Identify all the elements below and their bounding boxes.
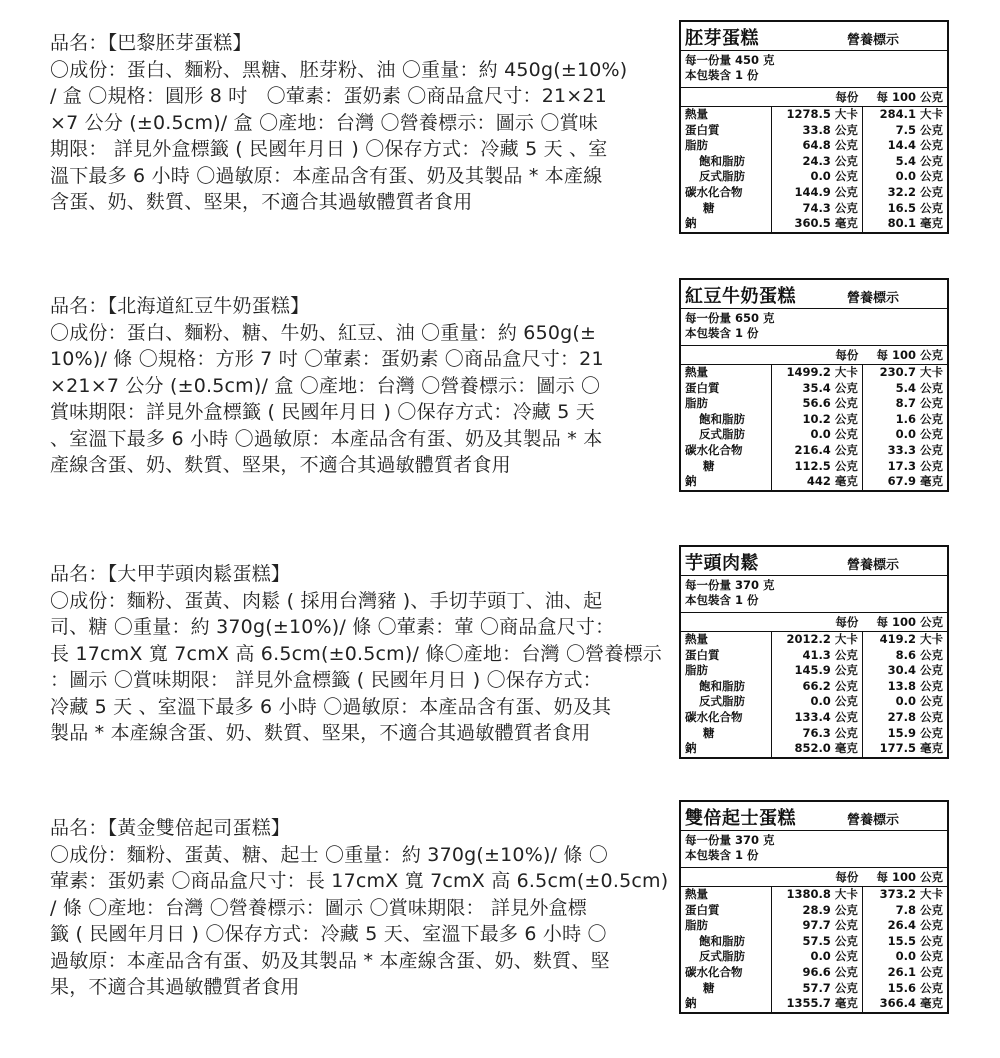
description-line: 產線含蛋、奶、麩質、堅果，不適合其過敏體質者食用 xyxy=(50,454,511,476)
nutrition-row xyxy=(681,965,947,981)
per-100g-col-header: 每 100 公克 xyxy=(862,613,947,632)
per-serving-value: 35.4 公克 xyxy=(771,381,862,397)
per-100g-value: 0.0 公克 xyxy=(862,427,947,443)
serving-size: 每一份量 450 克 xyxy=(685,53,775,67)
nutrition-header xyxy=(681,22,947,51)
nutrition-row xyxy=(681,679,947,695)
per-serving-value: 0.0 公克 xyxy=(771,949,862,965)
nutrient-name: 碳水化合物 xyxy=(685,964,743,979)
nutrition-row xyxy=(681,903,947,919)
nutrition-table xyxy=(681,868,947,1012)
servings-per-pack: 本包裝含 1 份 xyxy=(685,848,759,862)
per-serving-value: 28.9 公克 xyxy=(771,903,862,919)
nutrition-label: 營養標示 xyxy=(846,33,899,48)
nutrition-row xyxy=(681,427,947,443)
nutrition-row xyxy=(681,632,947,648)
nutrition-row xyxy=(681,694,947,710)
per-serving-value: 145.9 公克 xyxy=(771,663,862,679)
description-line: 果，不適合其過敏體質者食用 xyxy=(50,976,300,998)
per-100g-value: 5.4 公克 xyxy=(862,154,947,170)
per-100g-value: 13.8 公克 xyxy=(862,679,947,695)
per-100g-value: 366.4 毫克 xyxy=(862,996,947,1012)
nutrient-name: 飽和脂肪 xyxy=(699,678,745,693)
per-100g-value: 284.1 大卡 xyxy=(862,107,947,123)
per-serving-value: 112.5 公克 xyxy=(771,459,862,475)
per-100g-value: 26.1 公克 xyxy=(862,965,947,981)
serving-info xyxy=(681,576,947,613)
description-line: ×7 公分 (±0.5cm)/ 盒 〇產地：台灣 〇營養標示：圖示 〇賞味 xyxy=(50,111,598,134)
nutrition-row xyxy=(681,887,947,903)
per-serving-value: 0.0 公克 xyxy=(771,694,862,710)
per-100g-value: 373.2 大卡 xyxy=(862,887,947,903)
nutrient-name: 反式脂肪 xyxy=(699,694,745,709)
per-100g-value: 419.2 大卡 xyxy=(862,632,947,648)
description-line: 葷素：蛋奶素 〇商品盒尺寸：長 17cmX 寬 7cmX 高 6.5cm(±0.5cm) xyxy=(50,870,669,892)
serving-size: 每一份量 370 克 xyxy=(685,578,775,592)
nutrition-facts-panel xyxy=(679,278,949,492)
nutrient-name: 糖 xyxy=(703,725,715,740)
description-line: 司、糖 〇重量：約 370g(±10%)/ 條 〇葷素：葷 〇商品盒尺寸： xyxy=(50,616,615,638)
nutrition-header xyxy=(681,280,947,309)
per-100g-value: 7.8 公克 xyxy=(862,903,947,919)
per-serving-value: 1278.5 大卡 xyxy=(771,107,862,123)
nutrient-name: 碳水化合物 xyxy=(685,184,743,199)
nutrient-name: 脂肪 xyxy=(685,918,708,933)
per-serving-value: 216.4 公克 xyxy=(771,443,862,459)
description-line: 含蛋、奶、麩質、堅果，不適合其過敏體質者食用 xyxy=(50,191,473,213)
per-100g-value: 0.0 公克 xyxy=(862,169,947,185)
nutrient-name: 鈉 xyxy=(685,216,697,231)
product-name: 品名：【北海道紅豆牛奶蛋糕】 xyxy=(50,295,310,317)
per-serving-value: 2012.2 大卡 xyxy=(771,632,862,648)
per-serving-value: 1380.8 大卡 xyxy=(771,887,862,903)
nutrition-facts-panel xyxy=(679,800,949,1014)
description-line: 冷藏 5 天 、室溫下最多 6 小時 〇過敏原：本產品含有蛋、奶及其 xyxy=(50,695,612,718)
nutrient-name: 熱量 xyxy=(685,365,708,379)
nutrition-title: 胚芽蛋糕 xyxy=(685,28,759,49)
nutrient-name: 反式脂肪 xyxy=(699,427,745,442)
per-serving-value: 144.9 公克 xyxy=(771,185,862,201)
per-100g-value: 0.0 公克 xyxy=(862,949,947,965)
description-line: 〇成份：麵粉、蛋黃、肉鬆 ( 採用台灣豬 )、手切芋頭丁、油、起 xyxy=(50,589,603,612)
per-serving-value: 56.6 公克 xyxy=(771,396,862,412)
per-serving-value: 57.5 公克 xyxy=(771,934,862,950)
per-serving-value: 66.2 公克 xyxy=(771,679,862,695)
description-line: 製品 * 本產線含蛋、奶、麩質、堅果，不適合其過敏體質者食用 xyxy=(50,722,591,744)
serving-info xyxy=(681,51,947,88)
nutrition-row xyxy=(681,381,947,397)
nutrition-header-row xyxy=(681,88,947,107)
nutrient-name: 鈉 xyxy=(685,741,697,756)
nutrient-name: 鈉 xyxy=(685,996,697,1011)
nutrition-title: 紅豆牛奶蛋糕 xyxy=(685,286,796,307)
serving-size: 每一份量 370 克 xyxy=(685,833,775,847)
nutrition-header xyxy=(681,547,947,576)
serving-size: 每一份量 650 克 xyxy=(685,311,775,325)
nutrient-name: 熱量 xyxy=(685,107,708,121)
serving-info xyxy=(681,309,947,346)
nutrition-row xyxy=(681,107,947,123)
nutrient-name: 糖 xyxy=(703,200,715,215)
per-serving-value: 33.8 公克 xyxy=(771,123,862,139)
per-serving-value: 360.5 毫克 xyxy=(771,216,862,232)
per-100g-value: 8.7 公克 xyxy=(862,396,947,412)
product-description xyxy=(50,561,670,747)
per-serving-value: 0.0 公克 xyxy=(771,427,862,443)
nutrition-row xyxy=(681,949,947,965)
nutrient-name: 蛋白質 xyxy=(685,647,720,662)
product-name: 品名：【巴黎胚芽蛋糕】 xyxy=(50,32,252,54)
per-serving-value: 57.7 公克 xyxy=(771,981,862,997)
nutrition-row xyxy=(681,412,947,428)
per-100g-value: 67.9 毫克 xyxy=(862,474,947,490)
nutrient-name: 蛋白質 xyxy=(685,122,720,137)
nutrient-name: 蛋白質 xyxy=(685,380,720,395)
description-line: 籤 ( 民國年月日 ) 〇保存方式：冷藏 5 天、室溫下最多 6 小時 〇 xyxy=(50,923,607,945)
per-serving-col-header: 每份 xyxy=(771,868,862,887)
nutrient-name: 碳水化合物 xyxy=(685,442,743,457)
servings-per-pack: 本包裝含 1 份 xyxy=(685,326,759,340)
per-100g-value: 0.0 公克 xyxy=(862,694,947,710)
per-serving-col-header: 每份 xyxy=(771,346,862,365)
nutrient-name: 脂肪 xyxy=(685,396,708,411)
nutrition-row xyxy=(681,169,947,185)
nutrient-name: 熱量 xyxy=(685,632,708,646)
nutrition-row xyxy=(681,474,947,490)
per-100g-value: 26.4 公克 xyxy=(862,918,947,934)
per-100g-col-header: 每 100 公克 xyxy=(862,88,947,107)
nutrition-header xyxy=(681,802,947,831)
nutrition-header-row xyxy=(681,346,947,365)
nutrient-name: 飽和脂肪 xyxy=(699,933,745,948)
servings-per-pack: 本包裝含 1 份 xyxy=(685,593,759,607)
nutrition-row xyxy=(681,934,947,950)
description-line: / 條 〇產地：台灣 〇營養標示：圖示 〇賞味期限： 詳見外盒標 xyxy=(50,896,588,919)
description-line: 10%)/ 條 〇規格：方形 7 吋 〇葷素：蛋奶素 〇商品盒尺寸：21 xyxy=(50,348,604,370)
nutrition-row xyxy=(681,741,947,757)
description-line: 溫下最多 6 小時 〇過敏原：本產品含有蛋、奶及其製品 * 本產線 xyxy=(50,164,603,187)
description-line: 賞味期限：詳見外盒標籤 ( 民國年月日 ) 〇保存方式：冷藏 5 天 xyxy=(50,401,595,423)
nutrition-row xyxy=(681,185,947,201)
product-name: 品名：【黃金雙倍起司蛋糕】 xyxy=(50,817,291,839)
nutrient-name: 碳水化合物 xyxy=(685,709,743,724)
per-100g-value: 27.8 公克 xyxy=(862,710,947,726)
per-100g-value: 177.5 毫克 xyxy=(862,741,947,757)
per-serving-value: 96.6 公克 xyxy=(771,965,862,981)
description-line: 過敏原：本產品含有蛋、奶及其製品 * 本產線含蛋、奶、麩質、堅 xyxy=(50,949,610,972)
per-serving-value: 442 毫克 xyxy=(771,474,862,490)
per-serving-value: 64.8 公克 xyxy=(771,138,862,154)
nutrition-table xyxy=(681,346,947,490)
description-line: 〇成份：麵粉、蛋黃、糖、起士 〇重量：約 370g(±10%)/ 條 〇 xyxy=(50,843,609,866)
per-serving-value: 1499.2 大卡 xyxy=(771,365,862,381)
nutrient-col-header xyxy=(681,346,771,365)
per-100g-value: 230.7 大卡 xyxy=(862,365,947,381)
per-serving-value: 133.4 公克 xyxy=(771,710,862,726)
nutrition-title: 芋頭肉鬆 xyxy=(685,553,759,574)
per-serving-value: 1355.7 毫克 xyxy=(771,996,862,1012)
nutrient-name: 糖 xyxy=(703,980,715,995)
description-line: 長 17cmX 寬 7cmX 高 6.5cm(±0.5cm)/ 條〇產地：台灣 〇營養標示 xyxy=(50,642,662,665)
nutrition-row xyxy=(681,396,947,412)
nutrition-row xyxy=(681,918,947,934)
nutrient-name: 飽和脂肪 xyxy=(699,411,745,426)
per-serving-value: 76.3 公克 xyxy=(771,726,862,742)
per-100g-value: 30.4 公克 xyxy=(862,663,947,679)
nutrition-row xyxy=(681,726,947,742)
nutrition-row xyxy=(681,981,947,997)
nutrient-name: 反式脂肪 xyxy=(699,949,745,964)
nutrition-row xyxy=(681,648,947,664)
description-line: 〇成份：蛋白、麵粉、黑糖、胚芽粉、油 〇重量：約 450g(±10%) xyxy=(50,58,628,81)
nutrient-col-header xyxy=(681,868,771,887)
per-serving-value: 852.0 毫克 xyxy=(771,741,862,757)
description-line: 〇成份：蛋白、麵粉、糖、牛奶、紅豆、油 〇重量：約 650g(± xyxy=(50,321,597,344)
per-100g-value: 7.5 公克 xyxy=(862,123,947,139)
nutrition-facts-panel xyxy=(679,545,949,759)
per-serving-value: 74.3 公克 xyxy=(771,201,862,217)
nutrition-row xyxy=(681,216,947,232)
nutrient-name: 反式脂肪 xyxy=(699,169,745,184)
nutrition-label: 營養標示 xyxy=(846,291,899,306)
per-100g-value: 8.6 公克 xyxy=(862,648,947,664)
description-line: / 盒 〇規格：圓形 8 吋 〇葷素：蛋奶素 〇商品盒尺寸：21×21 xyxy=(50,85,607,107)
per-serving-value: 0.0 公克 xyxy=(771,169,862,185)
nutrient-name: 糖 xyxy=(703,458,715,473)
nutrient-name: 鈉 xyxy=(685,474,697,489)
description-line: 期限： 詳見外盒標籤 ( 民國年月日 ) 〇保存方式：冷藏 5 天 、室 xyxy=(50,138,608,160)
nutrient-name: 熱量 xyxy=(685,887,708,901)
per-100g-value: 5.4 公克 xyxy=(862,381,947,397)
nutrition-row xyxy=(681,710,947,726)
servings-per-pack: 本包裝含 1 份 xyxy=(685,68,759,82)
product-description xyxy=(50,815,670,1001)
product-name: 品名：【大甲芋頭肉鬆蛋糕】 xyxy=(50,563,291,585)
per-100g-value: 33.3 公克 xyxy=(862,443,947,459)
nutrition-label: 營養標示 xyxy=(846,558,899,573)
nutrition-row xyxy=(681,123,947,139)
nutrition-row xyxy=(681,459,947,475)
per-serving-col-header: 每份 xyxy=(771,613,862,632)
nutrition-header-row xyxy=(681,868,947,887)
per-serving-col-header: 每份 xyxy=(771,88,862,107)
nutrition-label: 營養標示 xyxy=(846,813,899,828)
per-100g-value: 32.2 公克 xyxy=(862,185,947,201)
nutrition-title: 雙倍起士蛋糕 xyxy=(685,808,796,829)
per-100g-value: 14.4 公克 xyxy=(862,138,947,154)
nutrition-row xyxy=(681,996,947,1012)
description-line: ×21×7 公分 (±0.5cm)/ 盒 〇產地：台灣 〇營養標示：圖示 〇 xyxy=(50,374,601,397)
nutrition-row xyxy=(681,201,947,217)
nutrition-row xyxy=(681,154,947,170)
nutrition-header-row xyxy=(681,613,947,632)
product-description xyxy=(50,293,670,479)
nutrition-facts-panel xyxy=(679,20,949,234)
per-serving-value: 97.7 公克 xyxy=(771,918,862,934)
per-100g-value: 17.3 公克 xyxy=(862,459,947,475)
nutrient-name: 脂肪 xyxy=(685,138,708,153)
nutrition-row xyxy=(681,138,947,154)
per-100g-value: 15.9 公克 xyxy=(862,726,947,742)
per-100g-value: 1.6 公克 xyxy=(862,412,947,428)
per-100g-value: 80.1 毫克 xyxy=(862,216,947,232)
nutrition-table xyxy=(681,88,947,232)
per-serving-value: 24.3 公克 xyxy=(771,154,862,170)
per-100g-col-header: 每 100 公克 xyxy=(862,868,947,887)
nutrition-row xyxy=(681,663,947,679)
description-line: 、室溫下最多 6 小時 〇過敏原：本產品含有蛋、奶及其製品 * 本 xyxy=(50,427,603,450)
nutrient-col-header xyxy=(681,613,771,632)
nutrition-table xyxy=(681,613,947,757)
per-serving-value: 41.3 公克 xyxy=(771,648,862,664)
per-serving-value: 10.2 公克 xyxy=(771,412,862,428)
per-100g-value: 15.5 公克 xyxy=(862,934,947,950)
nutrient-name: 飽和脂肪 xyxy=(699,153,745,168)
per-100g-value: 16.5 公克 xyxy=(862,201,947,217)
per-100g-col-header: 每 100 公克 xyxy=(862,346,947,365)
product-description xyxy=(50,30,670,216)
description-line: ：圖示 〇賞味期限： 詳見外盒標籤 ( 民國年月日 ) 〇保存方式： xyxy=(50,669,602,691)
nutrition-row xyxy=(681,365,947,381)
nutrition-row xyxy=(681,443,947,459)
serving-info xyxy=(681,831,947,868)
nutrient-col-header xyxy=(681,88,771,107)
per-100g-value: 15.6 公克 xyxy=(862,981,947,997)
nutrient-name: 蛋白質 xyxy=(685,902,720,917)
nutrient-name: 脂肪 xyxy=(685,663,708,678)
